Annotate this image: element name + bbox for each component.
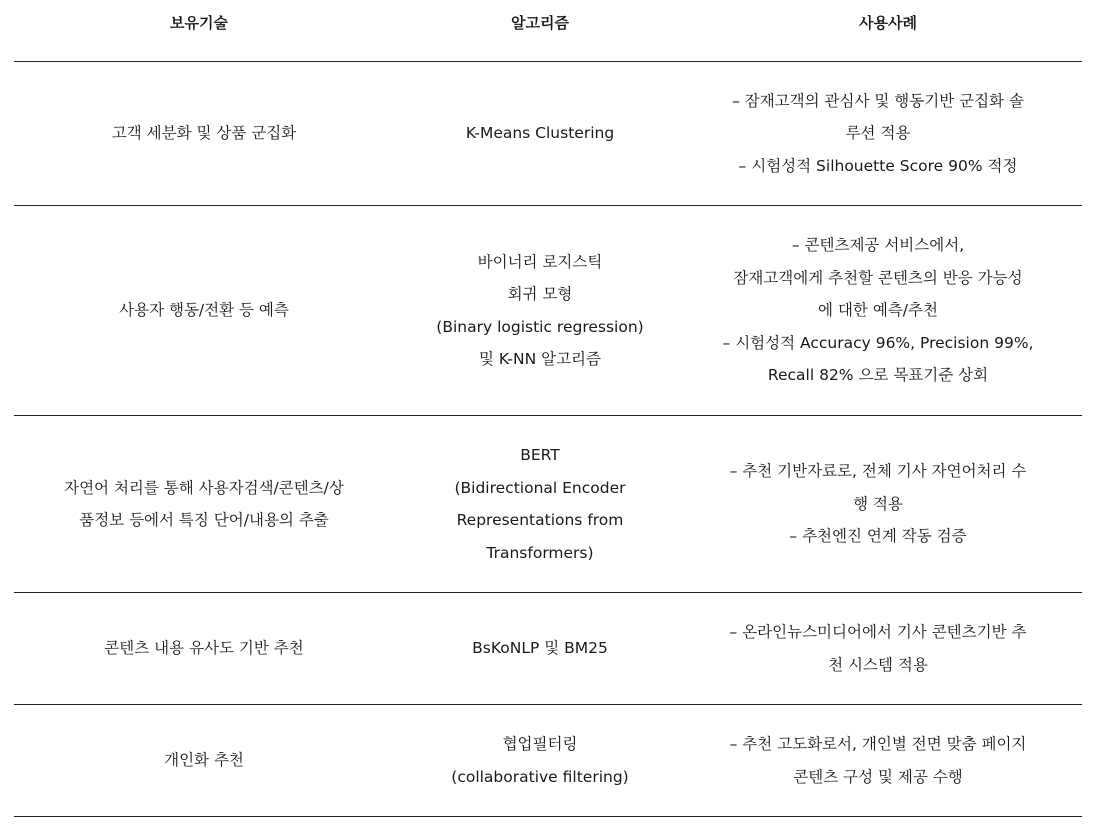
algorithm-cell	[398, 62, 682, 205]
header-cases: 사용사례	[859, 13, 917, 32]
cases-text: – 시험성적 Accuracy 96%, Precision 99%,	[722, 333, 1034, 352]
algorithm-text: 협업필터링	[502, 735, 578, 753]
table-row	[0, 416, 1094, 592]
table-header	[0, 0, 1094, 44]
tech-cell	[0, 206, 398, 415]
header-tech: 보유기술	[170, 13, 228, 32]
algorithm-text: (collaborative filtering)	[451, 767, 629, 786]
cases-text: Recall 82% 으로 목표기준 상회	[767, 366, 989, 385]
cases-text: – 추천엔진 연계 작동 검증	[789, 527, 967, 546]
cases-text: 루션 적용	[845, 124, 911, 143]
algorithm-text: 회귀 모형	[507, 285, 573, 303]
algorithm-text: 및 K-NN 알고리즘	[478, 350, 602, 368]
cases-text: 행 적용	[853, 494, 903, 513]
algorithm-text: 바이너리 로지스틱	[477, 252, 603, 271]
tech-text: 품정보 등에서 특징 단어/내용의 추출	[79, 511, 329, 529]
table-row	[0, 206, 1094, 415]
tech-cell	[0, 705, 398, 816]
header-algorithm: 알고리즘	[511, 13, 569, 32]
divider-line	[14, 816, 1082, 817]
cases-text: – 잠재고객의 관심사 및 행동기반 군집화 솔	[732, 91, 1024, 110]
cases-cell	[682, 206, 1094, 415]
table-row	[0, 705, 1094, 816]
cases-cell	[682, 593, 1094, 704]
algorithm-text: K-Means Clustering	[465, 124, 615, 143]
cases-cell	[682, 416, 1094, 592]
cases-text: – 시험성적 Silhouette Score 90% 적정	[738, 156, 1018, 175]
tech-cell	[0, 62, 398, 205]
tech-text: 콘텐츠 내용 유사도 기반 추천	[104, 639, 304, 658]
cases-text: – 추천 고도화로서, 개인별 전면 맞춤 페이지	[729, 735, 1027, 753]
algorithm-text: BsKoNLP 및 BM25	[472, 639, 608, 658]
cases-text: – 온라인뉴스미디어에서 기사 콘텐츠기반 추	[729, 623, 1027, 641]
cases-text: 잠재고객에게 추천할 콘텐츠의 반응 가능성	[733, 268, 1023, 287]
cases-text: – 추천 기반자료로, 전체 기사 자연어처리 수	[729, 462, 1027, 481]
table-row	[0, 593, 1094, 704]
algorithm-text: Representations from	[456, 511, 624, 529]
cases-text: 콘텐츠 구성 및 제공 수행	[793, 767, 963, 786]
tech-text: 자연어 처리를 통해 사용자검색/콘텐츠/상	[64, 478, 344, 497]
cases-text: – 콘텐츠제공 서비스에서,	[791, 236, 965, 255]
algorithm-cell	[398, 416, 682, 592]
tech-text: 사용자 행동/전환 등 예측	[119, 301, 289, 320]
tech-cell	[0, 416, 398, 592]
cases-text: 천 시스템 적용	[828, 655, 928, 674]
algorithm-cell	[398, 593, 682, 704]
tech-text: 고객 세분화 및 상품 군집화	[111, 124, 297, 143]
algorithm-text: BERT	[520, 446, 560, 464]
cases-text: 에 대한 예측/추천	[818, 301, 938, 320]
tech-text: 개인화 추천	[164, 751, 244, 770]
algorithm-text: Transformers)	[486, 543, 594, 562]
algorithm-text: (Bidirectional Encoder	[454, 478, 626, 497]
algorithm-cell	[398, 206, 682, 415]
cases-cell	[682, 705, 1094, 816]
cases-cell	[682, 62, 1094, 205]
algorithm-cell	[398, 705, 682, 816]
algorithm-text: (Binary logistic regression)	[436, 317, 644, 336]
table-row	[0, 62, 1094, 205]
tech-cell	[0, 593, 398, 704]
